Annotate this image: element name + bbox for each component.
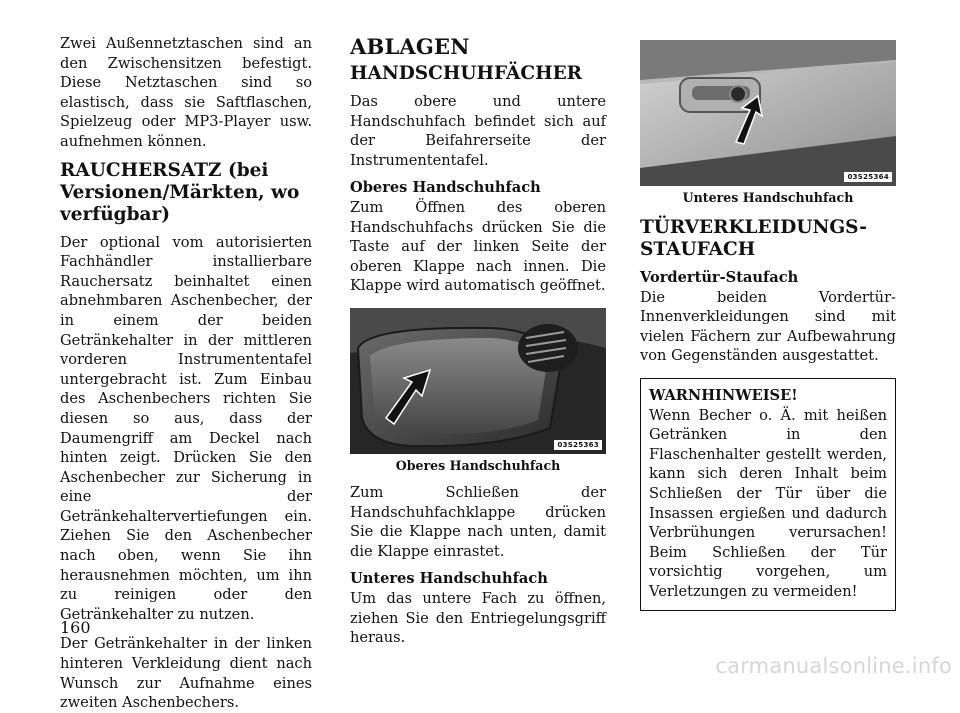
watermark: carmanualsonline.info — [715, 654, 952, 678]
upper-glovebox-illustration — [350, 308, 606, 454]
door-storage-heading: TÜRVERKLEIDUNGS-STAUFACH — [640, 217, 867, 260]
glovebox-heading: HANDSCHUHFÄCHER — [350, 63, 583, 84]
intro-paragraph: Zwei Außennetztaschen sind an den Zwischensitzen befestigt. Diese Netztaschen sind so elastisch, dass sie Saftflaschen, Spielzeug oder MP3-Player usw. aufnehmen können. — [60, 35, 312, 150]
lower-glovebox-illustration — [640, 40, 896, 186]
column-middle — [350, 34, 606, 648]
glovebox-paragraph: Das obere und untere Handschuhfach befindet sich auf der Beifahrerseite der Instrumententafel. — [350, 93, 606, 169]
upper-glovebox-subheading: Oberes Handschuhfach — [350, 179, 541, 197]
upper-glovebox-paragraph: Zum Öffnen des oberen Handschuhfachs drücken Sie die Taste auf der linken Seite der oberen Klappe nach innen. Die Klappe wird automatisch geöffnet. — [350, 198, 606, 295]
lower-figure-caption: Unteres Handschuhfach — [682, 190, 854, 205]
lower-glovebox-paragraph: Um das untere Fach zu öffnen, ziehen Sie den Entriegelungsgriff heraus. — [350, 589, 606, 647]
ashtray-paragraph-2: Der Getränkehalter in der linken hinteren Verkleidung dient nach Wunsch zur Aufnahme eines zweiten Aschenbechers. — [60, 635, 312, 712]
front-door-subheading: Vordertür-Staufach — [640, 269, 799, 286]
upper-figure-caption: Oberes Handschuhfach — [395, 457, 561, 473]
warning-box — [640, 378, 896, 611]
lower-glovebox-subheading: Unteres Handschuhfach — [350, 570, 548, 588]
lower-figure-code: 03S25364 — [844, 172, 892, 182]
warning-text: Wenn Becher o. Ä. mit heißen Getränken in den Flaschenhalter gestellt werden, kann sich deren Inhalt beim Schließen der Tür über die Insassen ergießen und dadurch Verbrühungen verursachen! Beim Schließen der Tür vorsichtig vorgehen, um Verletzungen zu vermeiden! — [649, 406, 887, 600]
ashtray-paragraph-1: Der optional vom autorisierten Fachhändler installierbare Rauchersatz beinhaltet einen abnehmbaren Aschenbecher, der in einem der beiden Getränkehalter in der mittleren vorderen Instrumententafel untergebracht ist. Zum Einbau des Aschenbechers richten Sie diesen so aus, dass der Daumengriff am Deckel nach hinten zeigt. Drücken Sie den Aschenbecher zur Sicherung in eine der Getränkehaltervertiefungen ein. Ziehen Sie den Aschenbecher nach oben, wenn Sie ihn herausnehmen möchten, um ihn zu reinigen oder den Getränkehalter zu nutzen. — [60, 233, 312, 623]
lower-glovebox-photo — [640, 40, 896, 186]
chapter-title: ABLAGEN — [350, 34, 470, 59]
upper-glovebox-photo — [350, 308, 606, 454]
page-number: 160 — [60, 618, 91, 637]
upper-figure-code: 03S25363 — [554, 440, 602, 450]
upper-close-paragraph: Zum Schließen der Handschuhfachklappe drücken Sie die Klappe nach unten, damit die Klappe einrastet. — [350, 483, 606, 560]
column-left — [60, 34, 312, 713]
column-right — [640, 40, 896, 611]
ashtray-heading: RAUCHERSATZ (bei Versionen/Märkten, wo verfügbar) — [60, 159, 300, 225]
front-door-paragraph: Die beiden Vordertür-Innenverkleidungen sind mit vielen Fächern zur Aufbewahrung von Gegenständen ausgestattet. — [640, 288, 896, 365]
warning-title: WARNHINWEISE! — [649, 386, 798, 404]
